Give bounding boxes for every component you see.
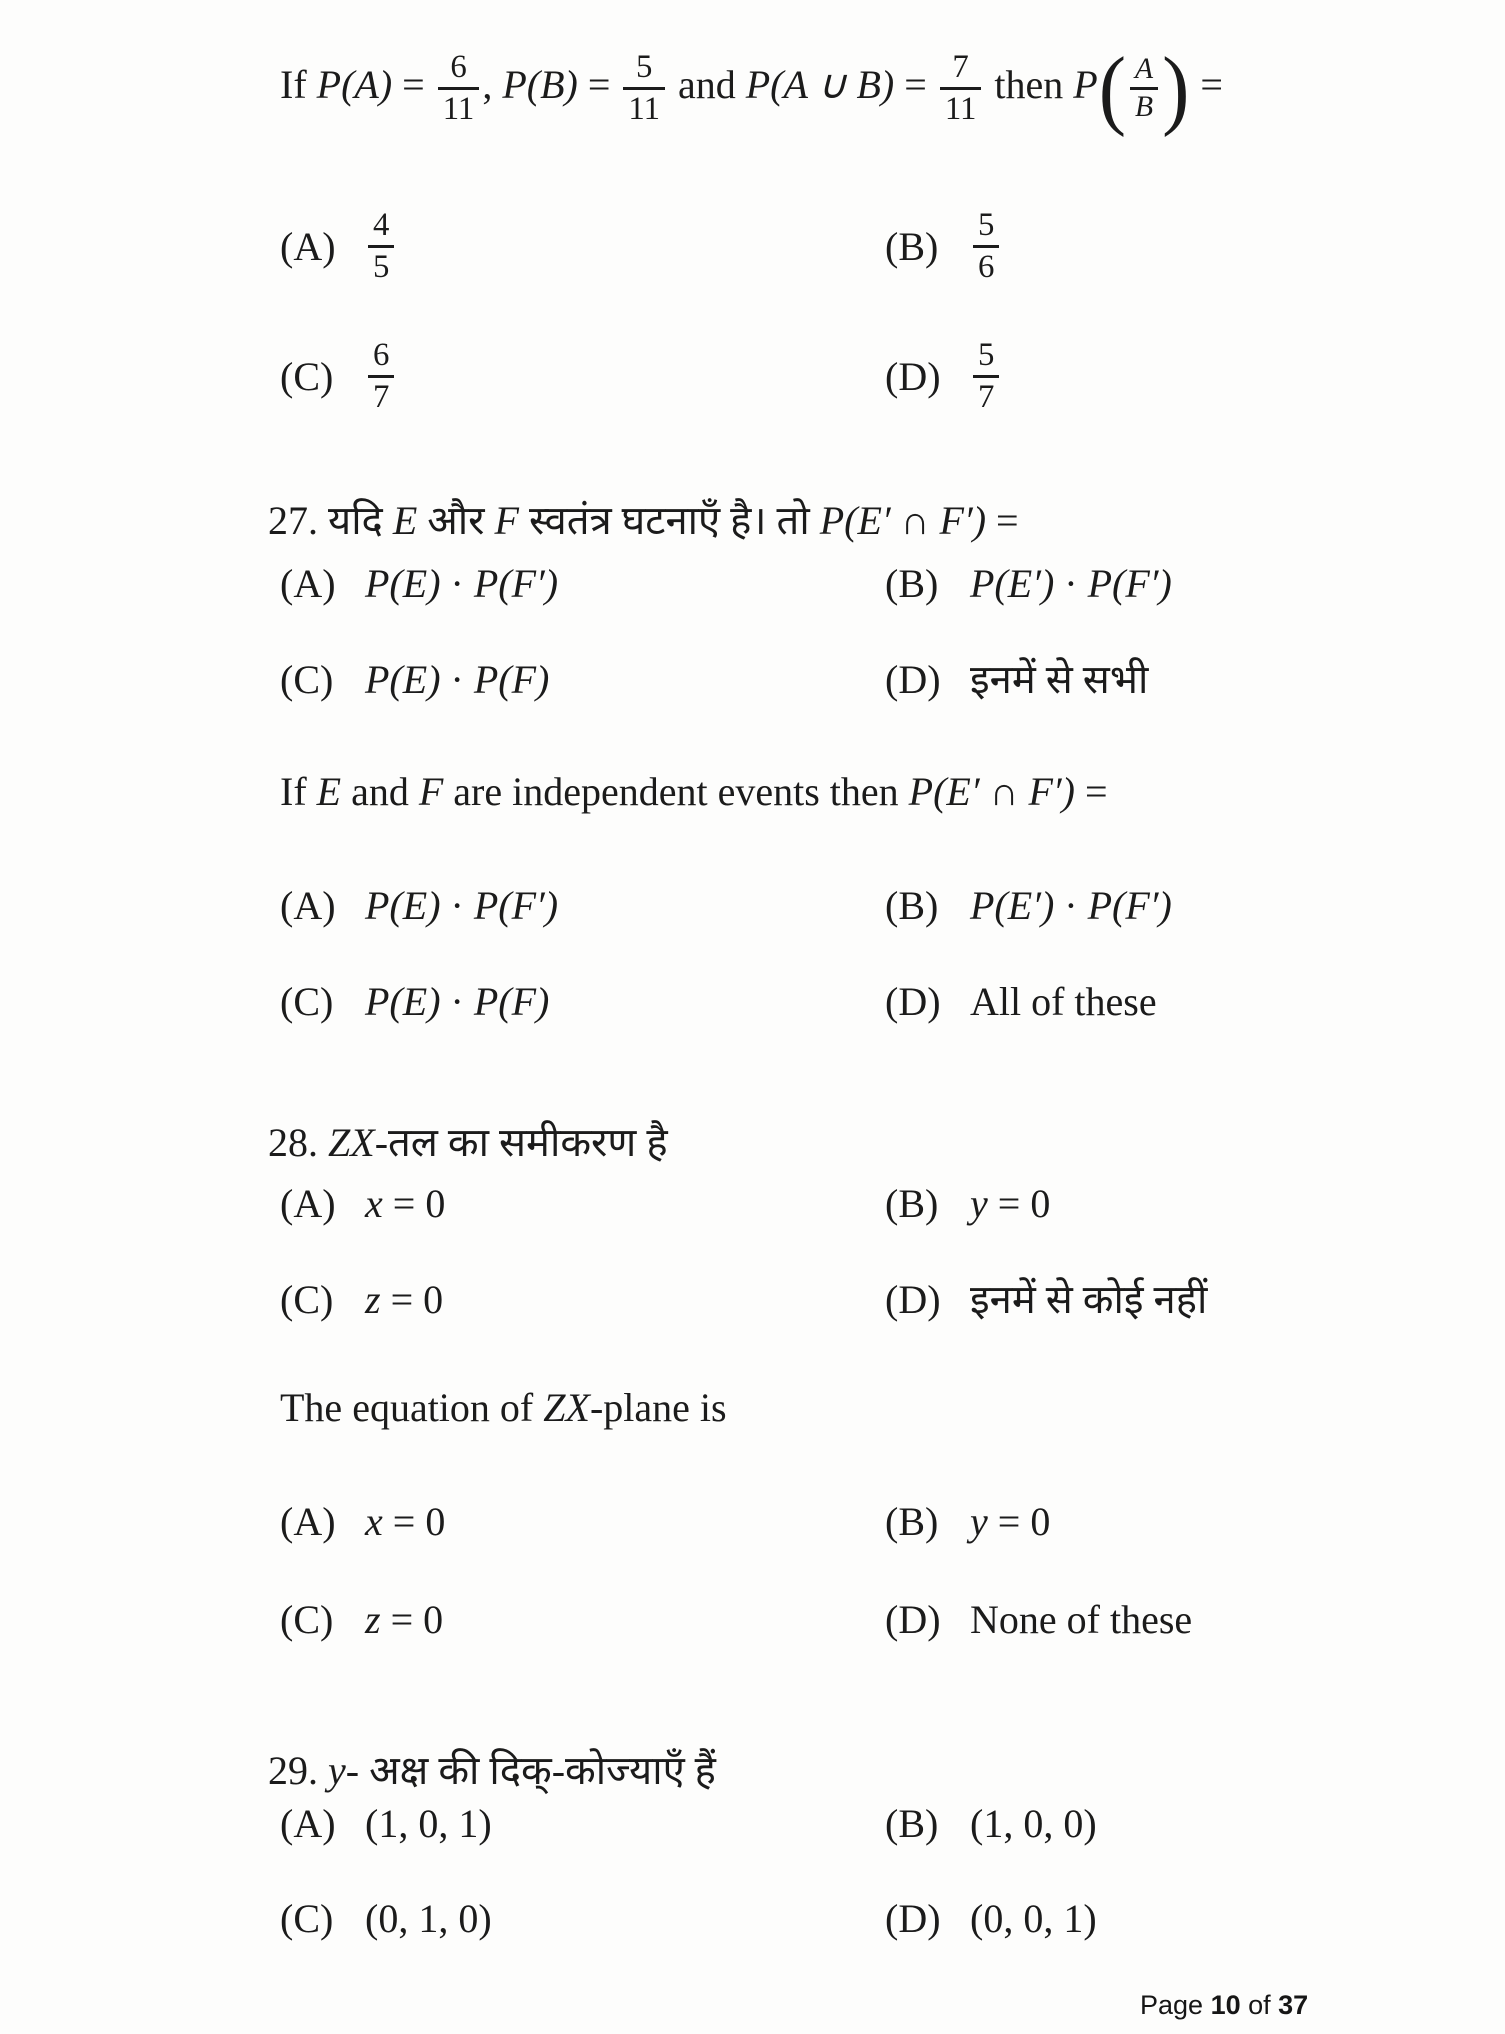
page-number-footer: Page 10 of 37 bbox=[1140, 1990, 1309, 2020]
q27-hi-option-a bbox=[280, 560, 885, 607]
option-label: (C) bbox=[280, 1896, 334, 1941]
q28-en-option-a bbox=[280, 1498, 885, 1545]
question-number: 27. bbox=[268, 498, 318, 544]
option-value: P(E) · P(F) bbox=[365, 979, 550, 1024]
q28-en-options-row-1 bbox=[280, 1498, 1460, 1545]
option-label: (B) bbox=[885, 1181, 939, 1226]
q27-hi-option-d bbox=[885, 656, 1460, 703]
q27-hi-option-c bbox=[280, 656, 885, 703]
option-value: $\frac{4}{5}$ bbox=[365, 206, 397, 288]
option-label: (B) bbox=[885, 1801, 939, 1846]
option-value: $\frac{5}{7}$ bbox=[970, 336, 1002, 418]
option-label: (C) bbox=[280, 979, 334, 1024]
option-label: (D) bbox=[885, 657, 941, 702]
q28-en-option-d bbox=[885, 1596, 1460, 1643]
q29-options-row-1 bbox=[280, 1800, 1460, 1847]
q29-option-d bbox=[885, 1895, 1460, 1942]
option-label: (D) bbox=[885, 1597, 941, 1642]
option-value: P(E) · P(F′) bbox=[365, 561, 559, 606]
option-value: z = 0 bbox=[365, 1277, 444, 1322]
option-label: (A) bbox=[280, 1801, 336, 1846]
option-label: (C) bbox=[280, 657, 334, 702]
q27-hi-option-b bbox=[885, 560, 1460, 607]
option-label: (B) bbox=[885, 224, 939, 270]
q29-option-b bbox=[885, 1800, 1460, 1847]
option-value: y = 0 bbox=[970, 1181, 1051, 1226]
option-label: (A) bbox=[280, 1181, 336, 1226]
option-value: (0, 0, 1) bbox=[970, 1896, 1097, 1941]
q29-option-a bbox=[280, 1800, 885, 1847]
q28-hi-options-row-2 bbox=[280, 1276, 1460, 1323]
option-label: (A) bbox=[280, 561, 336, 606]
option-label: (A) bbox=[280, 224, 336, 270]
option-value: इनमें से कोई नहीं bbox=[970, 1277, 1208, 1322]
q28-en-option-b bbox=[885, 1498, 1460, 1545]
option-label: (C) bbox=[280, 1597, 334, 1642]
q28-en-option-c bbox=[280, 1596, 885, 1643]
question-text: y- अक्ष की दिक्-कोज्याएँ हैं bbox=[328, 1748, 716, 1794]
option-label: (D) bbox=[885, 354, 941, 400]
q28-en-options-row-2 bbox=[280, 1596, 1460, 1643]
option-value: P(E′) · P(F′) bbox=[970, 883, 1172, 928]
question-text: ZX-तल का समीकरण है bbox=[328, 1120, 668, 1166]
option-value: (1, 0, 1) bbox=[365, 1801, 492, 1846]
option-label: (A) bbox=[280, 1499, 336, 1544]
option-value: $\frac{6}{7}$ bbox=[365, 336, 397, 418]
option-value: y = 0 bbox=[970, 1499, 1051, 1544]
option-label: (D) bbox=[885, 1896, 941, 1941]
option-value: P(E′) · P(F′) bbox=[970, 561, 1172, 606]
q29-option-c bbox=[280, 1895, 885, 1942]
option-value: P(E) · P(F) bbox=[365, 657, 550, 702]
option-value: z = 0 bbox=[365, 1597, 444, 1642]
q28-hi-option-c bbox=[280, 1276, 885, 1323]
q27-en-option-c bbox=[280, 978, 885, 1025]
option-label: (B) bbox=[885, 883, 939, 928]
option-value: (0, 1, 0) bbox=[365, 1896, 492, 1941]
q26-option-a bbox=[280, 206, 885, 288]
q27-en-option-a bbox=[280, 882, 885, 929]
q26-option-d bbox=[885, 336, 1460, 418]
q27-en-options-row-1 bbox=[280, 882, 1460, 929]
option-value: P(E) · P(F′) bbox=[365, 883, 559, 928]
option-label: (C) bbox=[280, 1277, 334, 1322]
q27-en-option-b bbox=[885, 882, 1460, 929]
q28-hi-option-d bbox=[885, 1276, 1460, 1323]
question-28-stem-english: The equation of ZX-plane is bbox=[280, 1385, 727, 1430]
option-value: $\frac{5}{6}$ bbox=[970, 206, 1002, 288]
option-value: (1, 0, 0) bbox=[970, 1801, 1097, 1846]
option-label: (D) bbox=[885, 979, 941, 1024]
option-label: (C) bbox=[280, 354, 334, 400]
option-value: None of these bbox=[970, 1597, 1193, 1642]
option-value: All of these bbox=[970, 979, 1157, 1024]
q27-hi-options-row-1 bbox=[280, 560, 1460, 607]
option-label: (B) bbox=[885, 1499, 939, 1544]
q27-en-options-row-2 bbox=[280, 978, 1460, 1025]
q26-option-c bbox=[280, 336, 885, 418]
q28-hi-option-b bbox=[885, 1180, 1460, 1227]
q26-options-row-1 bbox=[280, 206, 1460, 288]
option-value: x = 0 bbox=[365, 1181, 446, 1226]
option-label: (A) bbox=[280, 883, 336, 928]
q29-options-row-2 bbox=[280, 1895, 1460, 1942]
option-value: x = 0 bbox=[365, 1499, 446, 1544]
q28-hi-option-a bbox=[280, 1180, 885, 1227]
question-number: 28. bbox=[268, 1120, 318, 1166]
option-value: इनमें से सभी bbox=[970, 657, 1149, 702]
q28-hi-options-row-1 bbox=[280, 1180, 1460, 1227]
option-label: (D) bbox=[885, 1277, 941, 1322]
q26-options-row-2 bbox=[280, 336, 1460, 418]
q26-option-b bbox=[885, 206, 1460, 288]
question-27-stem-english: If E and F are independent events then P(E′ ∩ F′) = bbox=[280, 769, 1108, 814]
q27-hi-options-row-2 bbox=[280, 656, 1460, 703]
question-text: यदि E और F स्वतंत्र घटनाएँ है। तो P(E′ ∩ F′) = bbox=[328, 498, 1019, 544]
question-number: 29. bbox=[268, 1748, 318, 1794]
q27-en-option-d bbox=[885, 978, 1460, 1025]
question-26-stem: If P(A) = $\frac{6}{11}$ , P(B) = $\frac{5}{11}$ and P(A ∪ B) = $\frac{7}{11}$ then P( $\frac{A}{B}$ ) = bbox=[280, 39, 1223, 138]
option-label: (B) bbox=[885, 561, 939, 606]
